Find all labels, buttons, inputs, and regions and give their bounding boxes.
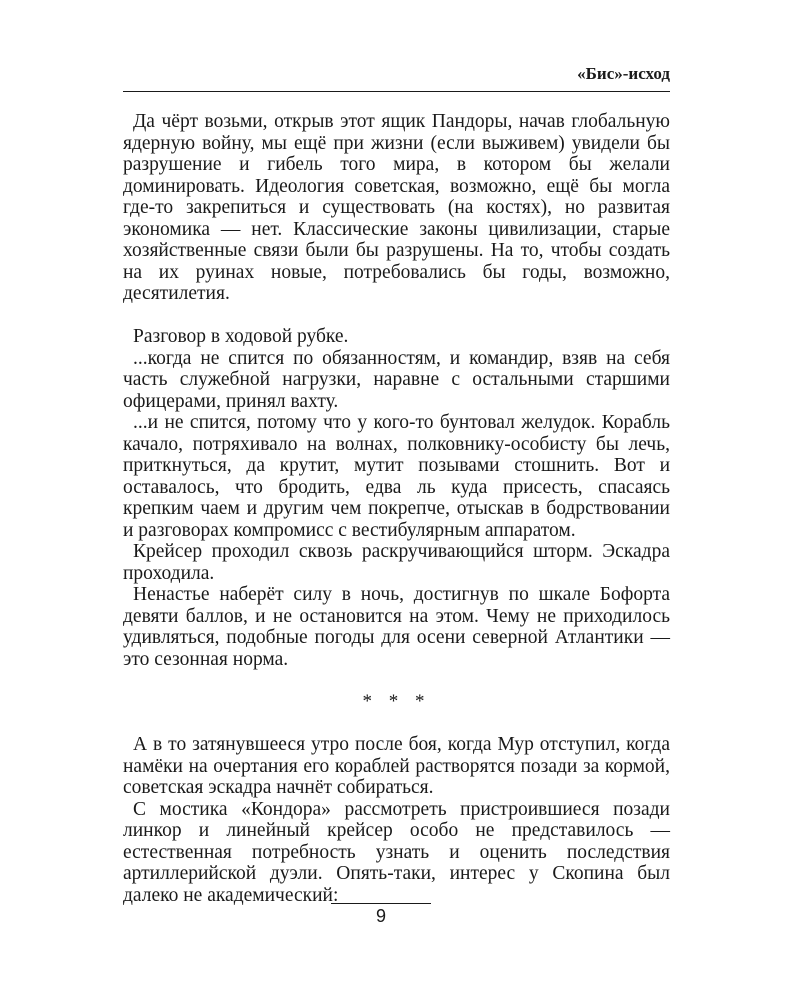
paragraph-6: Ненастье наберёт силу в ночь, достигнув по шкале Бофорта девяти баллов, и не остановится на этом. Чему не приходилось удивляться, подобные погоды для осени северной Атлантики — это сезонная норма. [123, 584, 670, 670]
paragraph-3: ...когда не спится по обязанностям, и командир, взяв на себя часть служебной нагрузки, наравне с остальными старшими офицерами, принял вахту. [123, 347, 670, 412]
header-rule [123, 91, 670, 92]
page-number: 9 [375, 906, 386, 926]
running-title: «Бис»-исход [577, 64, 670, 83]
paragraph-2: Разговор в ходовой рубке. [133, 326, 349, 347]
paragraph-4: ...и не спится, потому что у кого-то бунтовал желудок. Корабль качало, потряхивало на волнах, полковнику-особисту бы лечь, приткнуться, да крутит, мутит позывами стошнить. Вот и оставалось, что бродить, едва ль куда присесть, спасаясь крепким чаем и другим чем покрепче, отыскав в бодрствовании и разговорах компромисс с вестибулярным аппаратом. [123, 412, 670, 541]
paragraph-8: С мостика «Кондора» рассмотреть пристроившиеся позади линкор и линейный крейсер особо не представилось — естественная потребность узнать и оценить последствия артиллерийской дуэли. Опять-таки, интерес у Скопина был далеко не академический: [123, 798, 670, 906]
paragraph-5: Крейсер проходил сквозь раскручивающийся шторм. Эскадра проходила. [123, 541, 670, 584]
section-separator: * * * [362, 691, 431, 712]
page-body [123, 111, 670, 906]
paragraph-1: Да чёрт возьми, открыв этот ящик Пандоры, начав глобальную ядерную войну, мы ещё при жизни (если выживем) увидели бы разрушение и гибель того мира, в котором бы желали доминировать. Идеология советская, возможно, ещё бы могла где-то закрепиться и существовать (на костях), но развитая экономика — нет. Классические законы цивилизации, старые хозяйственные связи были бы разрушены. На то, чтобы создать на их руинах новые, потребовались бы годы, возможно, десятилетия. [123, 111, 670, 304]
footer-rule [331, 903, 431, 904]
paragraph-7: А в то затянувшееся утро после боя, когда Мур отступил, когда намёки на очертания его кораблей растворятся позади за кормой, советская эскадра начнёт собираться. [123, 734, 670, 798]
